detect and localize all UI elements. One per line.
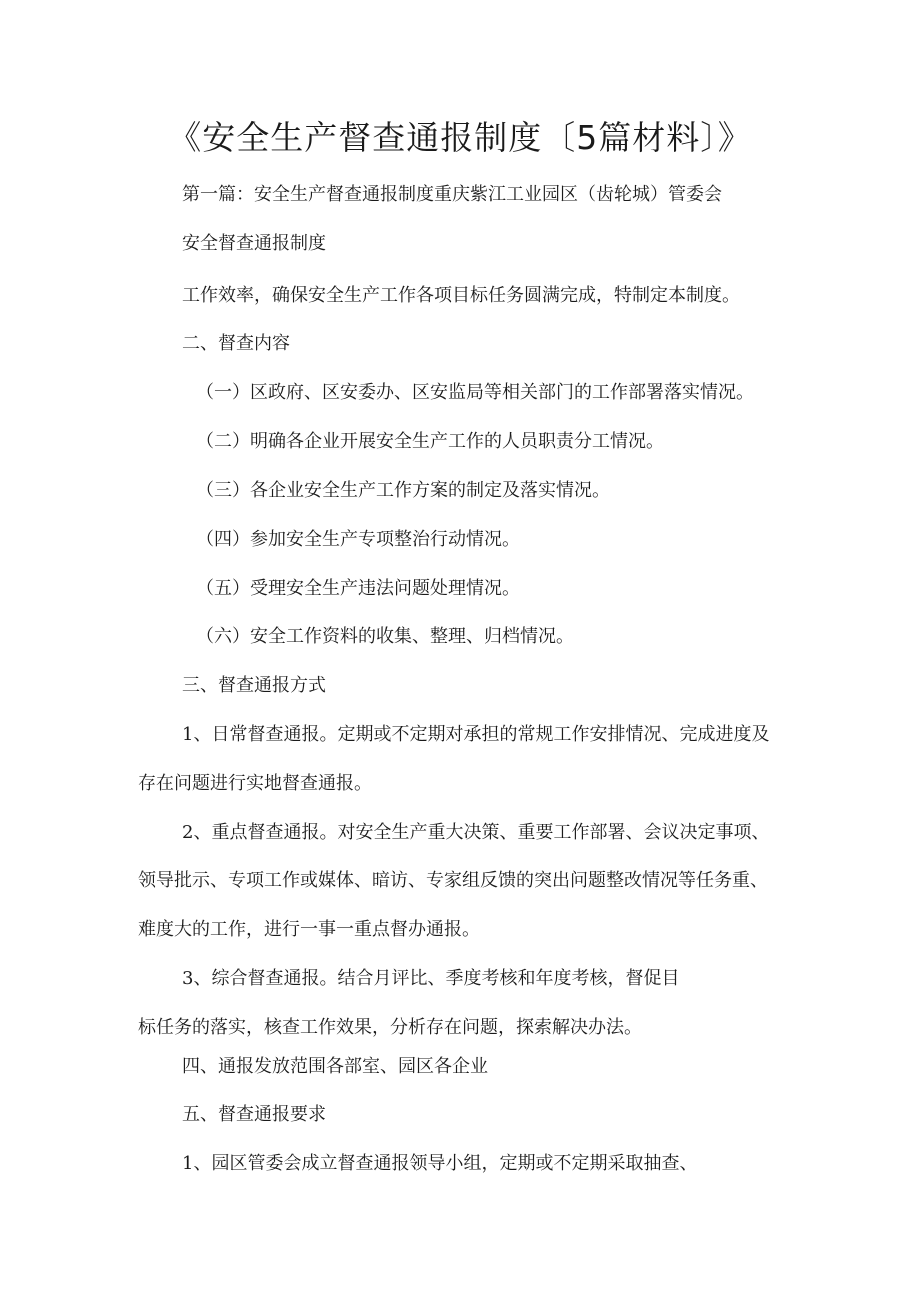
section-heading: 五、督查通报要求 [182,1104,326,1125]
section-heading: 四、通报发放范围各部室、园区各企业 [182,1056,488,1077]
paragraph-line: 工作效率，确保安全生产工作各项目标任务圆满完成，特制定本制度。 [182,285,740,306]
list-item: （五）受理安全生产违法问题处理情况。 [196,578,520,599]
list-item: （三）各企业安全生产工作方案的制定及落实情况。 [196,480,610,501]
paragraph-line: 领导批示、专项工作或媒体、暗访、专家组反馈的突出问题整改情况等任务重、 [138,870,768,891]
list-item: （四）参加安全生产专项整治行动情况。 [196,529,520,550]
paragraph-line: 安全督查通报制度 [182,233,326,254]
paragraph-line: 1、日常督查通报。定期或不定期对承担的常规工作安排情况、完成进度及 [182,724,770,745]
paragraph-line: 标任务的落实，核查工作效果，分析存在问题，探索解决办法。 [138,1017,642,1038]
paragraph-line: 1、园区管委会成立督查通报领导小组，定期或不定期采取抽查、 [182,1153,698,1174]
section-heading: 三、督查通报方式 [182,675,326,696]
list-item: （六）安全工作资料的收集、整理、归档情况。 [196,626,574,647]
list-item: （一）区政府、区安委办、区安监局等相关部门的工作部署落实情况。 [196,382,754,403]
section-heading: 二、督查内容 [182,333,290,354]
paragraph-line: 存在问题进行实地督查通报。 [138,773,372,794]
paragraph-line: 难度大的工作，进行一事一重点督办通报。 [138,919,480,940]
document-title: 《安全生产督查通报制度〔5篇材料〕》 [168,118,752,157]
list-item: （二）明确各企业开展安全生产工作的人员职责分工情况。 [196,431,664,452]
paragraph-line: 2、重点督查通报。对安全生产重大决策、重要工作部署、会议决定事项、 [182,822,770,843]
paragraph-line: 3、综合督查通报。结合月评比、季度考核和年度考核，督促目 [182,968,680,989]
paragraph-line: 第一篇：安全生产督查通报制度重庆紫江工业园区（齿轮城）管委会 [182,184,722,205]
